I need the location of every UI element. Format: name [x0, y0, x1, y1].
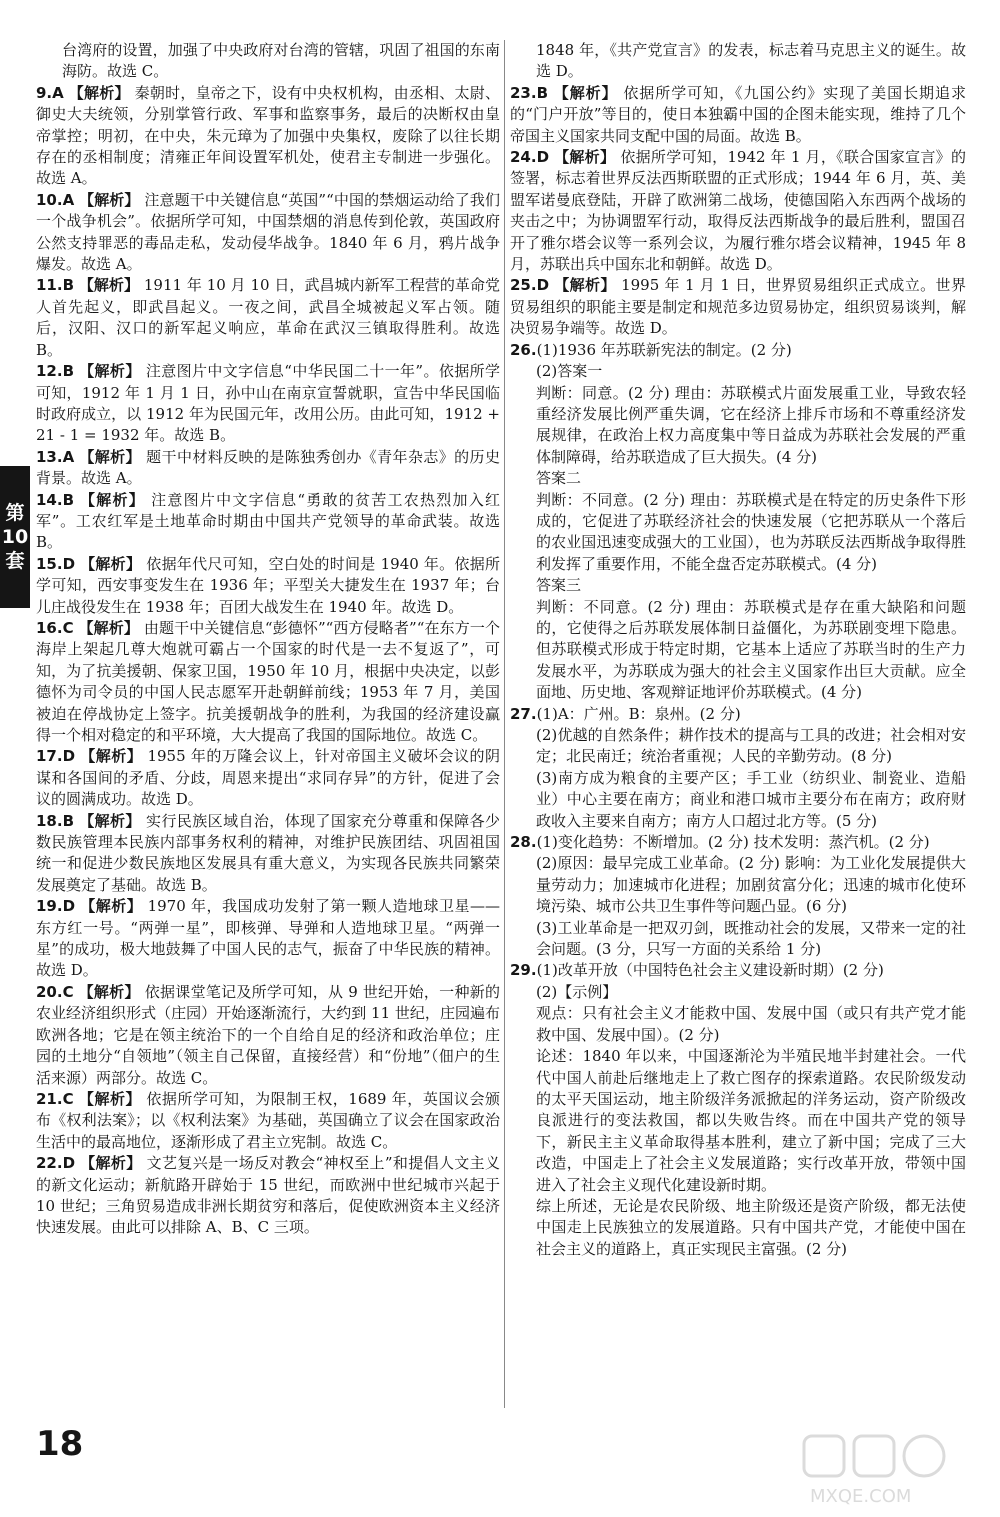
answer-paragraph: [36, 811, 500, 897]
answer-paragraph: [36, 554, 500, 618]
answer-letter: B: [62, 362, 75, 381]
answer-paragraph: [510, 361, 966, 382]
side-tab-number: 10: [1, 526, 29, 548]
analysis-tag: 【解析】: [554, 148, 616, 167]
question-number: 9.: [36, 83, 53, 102]
question-number: 28.: [510, 833, 537, 852]
answer-paragraph: [510, 383, 966, 469]
answer-paragraph: [510, 982, 966, 1003]
side-tab-char: 套: [5, 550, 25, 572]
page-number: 18: [36, 1424, 84, 1464]
question-number: 29.: [510, 961, 537, 980]
answer-text: (1)A：广州。B：泉州。(2 分): [536, 704, 741, 723]
answer-paragraph: [510, 83, 966, 147]
question-number: 17.: [36, 747, 63, 766]
answer-paragraph: [510, 275, 966, 339]
answer-text: 判断：不同意。(2 分) 理由：苏联模式是在特定的历史条件下形成的，它促进了苏联经济社会的快速发展（它把苏联从一个落后的农业国迅速变成强大的工业国），也为苏联反法西斯战争取得胜利发挥了重要作用，不能全盘否定苏联模式。(4 分): [536, 490, 966, 573]
answer-letter: C: [62, 618, 74, 637]
answer-letter: C: [62, 982, 74, 1001]
answer-text: 答案三: [536, 576, 582, 595]
answer-text: 台湾府的设置，加强了中央政府对台湾的管辖，巩固了祖国的东南海防。故选 C。: [62, 41, 500, 81]
analysis-tag: 【解析】: [79, 190, 140, 209]
analysis-tag: 【解析】: [80, 1154, 142, 1173]
answer-paragraph: [36, 190, 500, 276]
answer-text: 依据年代尺可知，空白处的时间是 1940 年。依据所学可知，西安事变发生在 1936 年；平型关大捷发生在 1937 年；台儿庄战役发生在 1938 年；百团大战发生在 1940 年。故选 D。: [36, 554, 500, 616]
question-number: 10.: [36, 190, 63, 209]
answer-paragraph: [510, 40, 966, 83]
answer-text: 判断：同意。(2 分) 理由：苏联模式片面发展重工业，导致农轻重经济发展比例严重失调，它在经济上排斥市场和不尊重经济发展规律，在政治上权力高度集中等日益成为苏联社会发展的严重体制障碍，给苏联造成了巨大损失。(4 分): [536, 383, 966, 466]
left-column: [36, 40, 500, 1239]
answer-text: 依据所学可知，《九国公约》实现了美国长期追求的“门户开放”等目的，使日本独霸中国的企图未能实现，维持了几个帝国主义国家共同支配中国的局面。故选 B。: [510, 83, 966, 145]
section-side-tab: [0, 466, 30, 608]
answer-paragraph: [510, 468, 966, 489]
answer-letter: B: [62, 276, 75, 295]
question-number: 15.: [36, 554, 63, 573]
answer-text: 1995 年 1 月 1 日，世界贸易组织正式成立。世界贸易组织的职能主要是制定和规范多边贸易协定，组织贸易谈判，解决贸易争端等。故选 D。: [510, 276, 966, 338]
answer-text: 1848 年，《共产党宣言》的发表，标志着马克思主义的诞生。故选 D。: [536, 41, 966, 81]
question-number: 18.: [36, 811, 63, 830]
analysis-tag: 【解析】: [78, 618, 139, 637]
answer-text: 依据所学可知，1942 年 1 月，《联合国家宣言》的签署，标志着世界反法西斯联盟的正式形成；1944 年 6 月，英、美盟军诺曼底登陆，开辟了欧洲第二战场，使德国陷入东西两个战场的夹击之中；为协调盟军行动，取得反法西斯战争的最后胜利，盟国召开了雅尔塔会议等一系列会议，为履行雅尔塔会议精神，1945 年 8 月，苏联出兵中国东北和朝鲜。故选 D。: [510, 148, 966, 274]
question-number: 24.: [510, 148, 537, 167]
question-number: 14.: [36, 490, 63, 509]
answer-paragraph: [510, 490, 966, 576]
analysis-tag: 【解析】: [80, 554, 142, 573]
answer-text: (2)优越的自然条件；耕作技术的提高与工具的改进；社会相对安定；北民南迁；统治者重视；人民的辛勤劳动。(8 分): [536, 726, 966, 766]
analysis-tag: 【解析】: [68, 83, 130, 102]
answer-paragraph: [510, 768, 966, 832]
answer-text: 综上所述，无论是农民阶级、地主阶级还是资产阶级，都无法使中国走上民族独立的发展道路。只有中国共产党，才能使中国在社会主义的道路上，真正实现民主富强。(2 分): [536, 1196, 966, 1258]
answer-letter: D: [536, 276, 550, 295]
question-number: 19.: [36, 897, 63, 916]
answer-paragraph: [36, 83, 500, 190]
answer-paragraph: [510, 725, 966, 768]
question-number: 22.: [36, 1154, 63, 1173]
answer-text: 依据所学可知，为限制王权，1689 年，英国议会颁布《权利法案》；以《权利法案》为基础，英国确立了议会在国家政治生活中的最高地位，逐渐形成了君主立宪制。故选 C。: [36, 1089, 500, 1151]
answer-paragraph: [36, 490, 500, 554]
question-number: 12.: [36, 362, 63, 381]
answer-paragraph: [510, 1046, 966, 1196]
answer-paragraph: [36, 982, 500, 1089]
answer-paragraph: [510, 1196, 966, 1260]
answer-letter: B: [62, 811, 75, 830]
answer-paragraph: [36, 618, 500, 746]
answer-text: (1)变化趋势：不断增加。(2 分) 技术发明：蒸汽机。(2 分): [536, 833, 930, 852]
answer-text: 注意图片中文字信息“勇敢的贫苦工农热烈加入红军”。工农红军是土地革命时期由中国共产党领导的革命武装。故选 B。: [36, 490, 500, 552]
question-number: 11.: [36, 276, 63, 295]
analysis-tag: 【解析】: [78, 1089, 142, 1108]
answer-paragraph: [510, 853, 966, 917]
answer-text: 注意图片中文字信息“中华民国二十一年”。依据所学可知，1912 年 1 月 1 日，孙中山在南京宣誓就职，宣告中华民国临时政府成立，以 1912 年为民国元年，改用公历。由此可知，1912 + 21 - 1 = 1932 年。故选 B。: [36, 362, 500, 445]
answer-text: 实行民族区域自治，体现了国家充分尊重和保障各少数民族管理本民族内部事务权利的精神，对维护民族团结、巩固祖国统一和促进少数民族地区发展具有重大意义，为实现各民族共同繁荣发展奠定了基础。故选 B。: [36, 811, 500, 894]
answer-letter: A: [52, 83, 64, 102]
watermark-logo: [800, 1430, 980, 1510]
analysis-tag: 【解析】: [80, 897, 143, 916]
question-number: 21.: [36, 1089, 63, 1108]
answer-text: (3)工业革命是一把双刃剑，既推动社会的发展，又带来一定的社会问题。(3 分，只写一方面的关系给 1 分): [536, 918, 966, 959]
question-number: 27.: [510, 704, 537, 723]
answer-paragraph: [36, 447, 500, 490]
answer-paragraph: [36, 1089, 500, 1153]
analysis-tag: 【解析】: [553, 83, 618, 102]
answer-letter: D: [62, 554, 76, 573]
answer-letter: B: [536, 83, 549, 102]
answer-text: 由题干中关键信息“彭德怀”“西方侵略者”“在东方一个海岸上架起几尊大炮就可霸占一个国家的时代是一去不复返了”，可知，为了抗美援朝、保家卫国，1950 年 10 月，根据中央决定，以彭德怀为司令员的中国人民志愿军开赴朝鲜前线；1953 年 7 月，美国被迫在停战协定上签字。抗美援朝战争的胜利，为我国的经济建设赢得一个相对稳定的和平环境，大大提高了我国的国际地位。故选 C。: [36, 618, 500, 744]
answer-paragraph: [510, 1003, 966, 1046]
question-number: 26.: [510, 340, 537, 359]
answer-text: 文艺复兴是一场反对教会“神权至上”和提倡人文主义的新文化运动；新航路开辟始于 15 世纪，而欧洲中世纪城市兴起于 10 世纪；三角贸易造成非洲长期贫穷和落后，促使欧洲资本主义经济快速发展。由此可以排除 A、B、C 三项。: [36, 1154, 500, 1237]
answer-text: 1911 年 10 月 10 日，武昌城内新军工程营的革命党人首先起义，即武昌起义。一夜之间，武昌全城被起义军占领。随后，汉阳、汉口的新军起义响应，革命在武汉三镇取得胜利。故选 B。: [36, 276, 500, 359]
question-number: 13.: [36, 447, 63, 466]
answer-paragraph: [510, 704, 966, 725]
answer-text: 题干中材料反映的是陈独秀创办《青年杂志》的历史背景。故选 A。: [36, 447, 500, 488]
answer-paragraph: [510, 597, 966, 704]
answer-text: 秦朝时，皇帝之下，设有中央权机构，由丞相、太尉、御史大夫统领，分别掌管行政、军事和监察事务，最后的决断权由皇帝掌控；明初，在中央，朱元璋为了加强中央集权，废除了以往长期存在的丞相制度；清雍正年间设置军机处，使君主专制进一步强化。故选 A。: [36, 83, 500, 188]
answer-paragraph: [510, 918, 966, 961]
answer-text: 判断：不同意。(2 分) 理由：苏联模式是存在重大缺陷和问题的，它使得之后苏联发展体制日益僵化，为苏联剧变埋下隐患。但苏联模式形成于特定时期，它基本上适应了苏联当时的生产力发展水平，为苏联成为强大的社会主义国家作出巨大贡献。应全面地、历史地、客观辩证地评价苏联模式。(4 分): [536, 597, 966, 702]
question-number: 25.: [510, 276, 537, 295]
answer-paragraph: [510, 832, 966, 853]
answer-text: 1955 年的万隆会议上，针对帝国主义破坏会议的阴谋和各国间的矛盾、分歧，周恩来提出“求同存异”的方针，促进了会议的圆满成功。故选 D。: [36, 747, 500, 809]
answer-paragraph: [36, 746, 500, 810]
answer-paragraph: [510, 575, 966, 596]
answer-text: 论述：1840 年以来，中国逐渐沦为半殖民地半封建社会。一代代中国人前赴后继地走上了救亡图存的探索道路。农民阶级发动的太平天国运动，地主阶级洋务派掀起的洋务运动，资产阶级改良派进行的变法救国，都以失败告终。而在中国共产党的领导下，新民主主义革命取得基本胜利，建立了新中国；完成了三大改造，中国走上了社会主义发展道路；实行改革开放，带领中国进入了社会主义现代化建设新时期。: [536, 1047, 966, 1194]
answer-letter: A: [62, 190, 75, 209]
answer-letter: D: [62, 747, 76, 766]
right-column: [510, 40, 966, 1260]
answer-text: 1970 年，我国成功发射了第一颗人造地球卫星——东方红一号。“两弹一星”，即核弹、导弹和人造地球卫星。“两弹一星”的成功，极大地鼓舞了中国人民的志气，振奋了中华民族的精神。故选 D。: [36, 897, 500, 980]
answer-text: 观点：只有社会主义才能救中国、发展中国（或只有共产党才能救中国、发展中国）。(2 分): [536, 1004, 966, 1044]
answer-text: 答案二: [536, 469, 582, 488]
answer-text: (1)改革开放（中国特色社会主义建设新时期）(2 分): [536, 961, 884, 980]
answer-paragraph: [510, 147, 966, 275]
answer-letter: A: [62, 447, 75, 466]
answer-letter: D: [62, 1154, 76, 1173]
answer-letter: B: [62, 490, 75, 509]
watermark-url: MXQE.COM: [810, 1486, 912, 1507]
answer-text: (2)【示例】: [536, 982, 618, 1001]
answer-text: 依据课堂笔记及所学可知，从 9 世纪开始，一种新的农业经济组织形式（庄园）开始逐渐流行，大约到 11 世纪，庄园遍布欧洲各地；它是在领主统治下的一个自给自足的经济和政治单位；庄园的土地分“自领地”（领主自己保留，直接经营）和“份地”（佃户的生活来源）两部分。故选 C。: [36, 982, 500, 1087]
analysis-tag: 【解析】: [78, 982, 140, 1001]
analysis-tag: 【解析】: [554, 276, 616, 295]
analysis-tag: 【解析】: [78, 276, 140, 295]
answer-text: (3)南方成为粮食的主要产区；手工业（纺织业、制瓷业、造船业）中心主要在南方；商业和港口城市主要分布在南方；政府财政收入主要来自南方；南方人口超过北方等。(5 分): [536, 768, 966, 830]
answer-paragraph: [36, 1153, 500, 1239]
answer-text: (2)答案一: [536, 362, 603, 381]
question-number: 16.: [36, 618, 63, 637]
question-number: 23.: [510, 83, 537, 102]
answer-letter: D: [62, 897, 76, 916]
answer-paragraph: [36, 896, 500, 982]
analysis-tag: 【解析】: [79, 811, 141, 830]
answer-paragraph: [36, 275, 500, 361]
answer-paragraph: [36, 40, 500, 83]
column-divider: [504, 40, 505, 1408]
answer-text: 注意题干中关键信息“英国”“中国的禁烟运动给了我们一个战争机会”。依据所学可知，中国禁烟的消息传到伦敦，英国政府公然支持罪恶的毒品走私，发动侵华战争。1840 年 6 月，鸦片战争爆发。故选 A。: [36, 190, 500, 274]
answer-paragraph: [510, 340, 966, 361]
answer-letter: D: [536, 148, 550, 167]
answer-text: (1)1936 年苏联新宪法的制定。(2 分): [536, 340, 792, 359]
analysis-tag: 【解析】: [80, 747, 143, 766]
analysis-tag: 【解析】: [80, 490, 146, 509]
analysis-tag: 【解析】: [79, 362, 141, 381]
answer-paragraph: [510, 960, 966, 981]
answer-paragraph: [36, 361, 500, 447]
analysis-tag: 【解析】: [79, 447, 141, 466]
answer-letter: C: [62, 1089, 74, 1108]
question-number: 20.: [36, 982, 63, 1001]
side-tab-char: 第: [5, 502, 25, 524]
answer-text: (2)原因：最早完成工业革命。(2 分) 影响：为工业化发展提供大量劳动力；加速城市化进程；加剧贫富分化；迅速的城市化使环境污染、城市公共卫生事件等问题凸显。(6 分): [536, 854, 966, 916]
